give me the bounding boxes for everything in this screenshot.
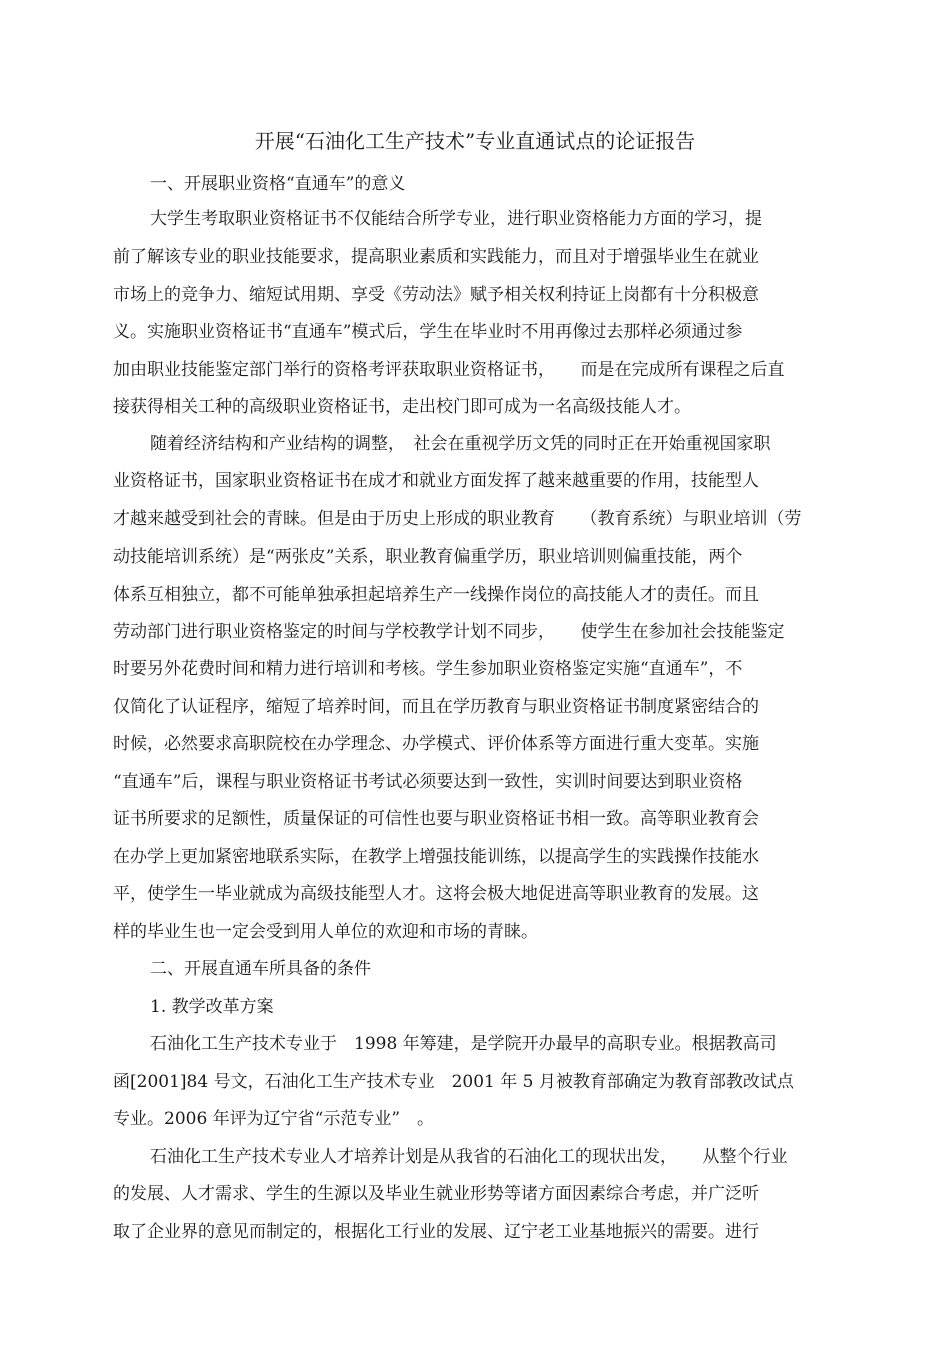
paragraph-line: 动技能培训系统）是“两张皮”关系，职业教育偏重学历，职业培训则偏重技能，两个 xyxy=(113,547,743,567)
paragraph-line: 义。实施职业资格证书“直通车”模式后，学生在毕业时不用再像过去那样必须通过参 xyxy=(113,322,743,342)
paragraph-line: 大学生考取职业资格证书不仅能结合所学专业，进行职业资格能力方面的学习，提 xyxy=(150,209,762,229)
paragraph-line: 在办学上更加紧密地联系实际，在教学上增强技能训练，以提高学生的实践操作技能水 xyxy=(113,847,759,867)
paragraph-line: “直通车”后，课程与职业资格证书考试必须要达到一致性，实训时间要达到职业资格 xyxy=(113,772,743,792)
section-heading: 二、开展直通车所具备的条件 xyxy=(150,959,371,979)
paragraph-line: 接获得相关工种的高级职业资格证书，走出校门即可成为一名高级技能人才。 xyxy=(113,397,691,417)
paragraph-line: 函[2001]84 号文，石油化工生产技术专业 2001 年 5 月被教育部确定为教育部教改试点 xyxy=(113,1072,794,1092)
paragraph-line: 前了解该专业的职业技能要求，提高职业素质和实践能力，而且对于增强毕业生在就业 xyxy=(113,247,759,267)
section-heading: 一、开展职业资格“直通车”的意义 xyxy=(150,174,406,194)
paragraph-line: 才越来越受到社会的青睐。但是由于历史上形成的职业教育 （教育系统）与职业培训（劳 xyxy=(113,509,802,529)
paragraph-line: 仅简化了认证程序，缩短了培养时间，而且在学历教育与职业资格证书制度紧密结合的 xyxy=(113,697,759,717)
paragraph-line: 的发展、人才需求、学生的生源以及毕业生就业形势等诸方面因素综合考虑，并广泛听 xyxy=(113,1184,759,1204)
paragraph-line: 体系互相独立，都不可能单独承担起培养生产一线操作岗位的高技能人才的责任。而且 xyxy=(113,585,759,605)
paragraph-line: 样的毕业生也一定会受到用人单位的欢迎和市场的青睐。 xyxy=(113,922,538,942)
subsection-heading: 1. 教学改革方案 xyxy=(150,997,274,1017)
paragraph-line: 时要另外花费时间和精力进行培训和考核。学生参加职业资格鉴定实施“直通车”，不 xyxy=(113,659,743,679)
paragraph-line: 业资格证书，国家职业资格证书在成才和就业方面发挥了越来越重要的作用，技能型人 xyxy=(113,471,759,491)
paragraph-line: 取了企业界的意见而制定的，根据化工行业的发展、辽宁老工业基地振兴的需要。进行 xyxy=(113,1222,759,1242)
paragraph-line: 专业。2006 年评为辽宁省“示范专业” 。 xyxy=(113,1109,435,1129)
paragraph-line: 平，使学生一毕业就成为高级技能型人才。这将会极大地促进高等职业教育的发展。这 xyxy=(113,884,759,904)
paragraph-line: 石油化工生产技术专业于 1998 年筹建，是学院开办最早的高职专业。根据教高司 xyxy=(150,1034,777,1054)
paragraph-line: 加由职业技能鉴定部门举行的资格考评获取职业资格证书， 而是在完成所有课程之后直 xyxy=(113,360,785,380)
paragraph-line: 证书所要求的足额性，质量保证的可信性也要与职业资格证书相一致。高等职业教育会 xyxy=(113,809,759,829)
paragraph-line: 随着经济结构和产业结构的调整， 社会在重视学历文凭的同时正在开始重视国家职 xyxy=(150,434,771,454)
paragraph-line: 市场上的竞争力、缩短试用期、享受《劳动法》赋予相关权利持证上岗都有十分积极意 xyxy=(113,285,759,305)
paragraph-line: 时候，必然要求高职院校在办学理念、办学模式、评价体系等方面进行重大变革。实施 xyxy=(113,734,759,754)
document-title: 开展“石油化工生产技术”专业直通试点的论证报告 xyxy=(254,129,696,153)
paragraph-line: 石油化工生产技术专业人才培养计划是从我省的石油化工的现状出发， 从整个行业 xyxy=(150,1147,788,1167)
paragraph-line: 劳动部门进行职业资格鉴定的时间与学校教学计划不同步， 使学生在参加社会技能鉴定 xyxy=(113,622,785,642)
